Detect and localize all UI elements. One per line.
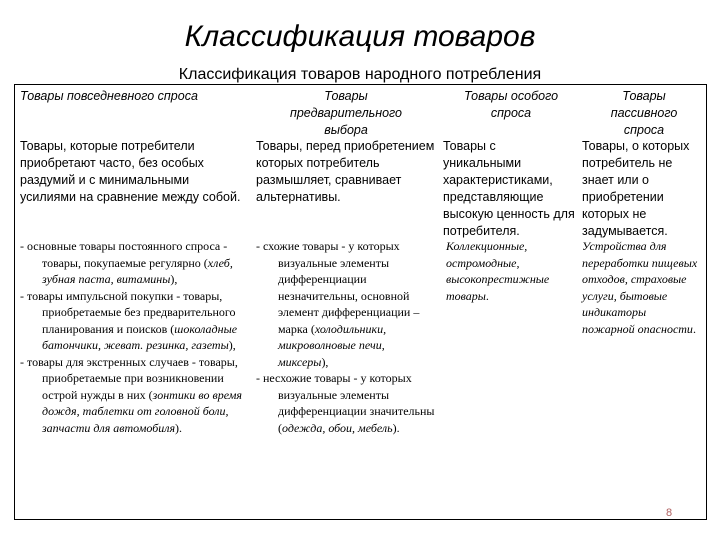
column-header-passive: Товары пассивного спроса [610,89,678,137]
list-item: - товары импульсной покупки - товары, приобретаемые без предварительного планирования и поисков (шоколадные батончики, жеват. резинка, газеты), [20,288,248,354]
items-everyday [20,238,248,436]
definition-preselection: Товары, перед приобретением которых потребитель размышляет, сравнивает альтернативы. [256,139,435,204]
list-item: - несхожие товары - у которых визуальные элементы дифференциации значительны (одежда, обои, мебель). [256,370,438,436]
items-passive: Устройства для переработки пищевых отходов, страховые услуги, бытовые индикаторы пожарной опасности. [582,239,698,336]
list-item: - товары для экстренных случаев - товары, приобретаемые при возникновении острой нужды в них (зонтики во время дождя, таблетки от головной боли, запчасти для автомобиля). [20,354,248,437]
column-header-everyday: Товары повседневного спроса [20,89,198,103]
column-header-special: Товары особого спроса [463,89,559,120]
passive-examples: Устройства для переработки пищевых отходов, страховые услуги, бытовые индикаторы пожарной опасности [582,239,698,336]
page-subtitle: Классификация товаров народного потребления [178,66,542,83]
list-item: - основные товары постоянного спроса - товары, покупаемые регулярно (хлеб, зубная паста, витамины), [20,238,248,288]
column-header-preselection: Товары предварительного выбора [289,89,403,137]
list-item: - схожие товары - у которых визуальные элементы дифференциации незначительны, основной элемент дифференциации – марка (холодильники, микроволновые печи, миксеры), [256,238,438,370]
definition-passive: Товары, о которых потребитель не знает или о приобретении которых не задумывается. [582,139,690,238]
definition-special: Товары с уникальными характеристиками, представляющие высокую ценность для потребителя. [443,139,575,238]
items-preselection [256,238,438,436]
page-number: 8 [666,507,673,519]
items-special: Коллекционные, остромодные, высокопрестижные товары. [446,239,550,303]
special-examples: Коллекционные, остромодные, высокопрестижные товары [446,239,550,303]
page-title: Классификация товаров [184,20,536,53]
definition-everyday: Товары, которые потребители приобретают часто, без особых раздумий и с минимальными усилиями на сравнение между собой. [20,139,241,204]
